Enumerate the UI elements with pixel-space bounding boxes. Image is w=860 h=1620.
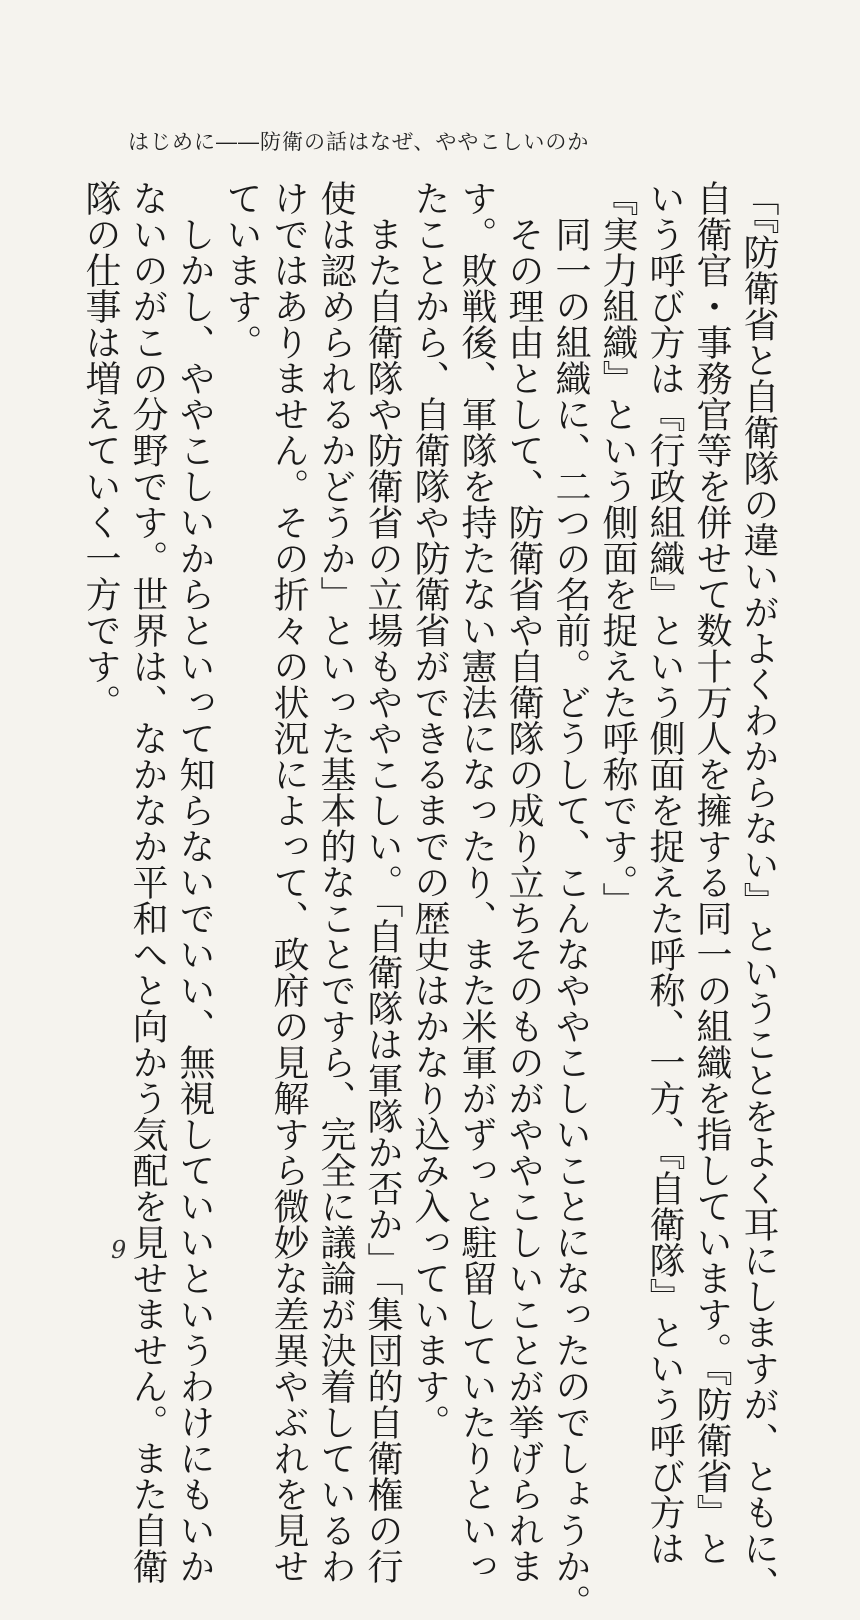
text-line: たことから、自衛隊や防衛省ができるまでの歴史はかなり込み入っています。 (409, 180, 450, 1440)
page-number: 9 (111, 1236, 127, 1264)
text-line: その理由として、防衛省や自衛隊の成り立ちそのものがややこしいことが挙げられま (503, 180, 544, 1584)
text-line: しかし、ややこしいからといって知らないでいい、無視していいというわけにもいか (174, 180, 215, 1584)
text-line: いう呼び方は『行政組織』という側面を捉えた呼称、一方、『自衛隊』という呼び方は (644, 180, 685, 1566)
text-line: ています。 (221, 180, 262, 360)
text-line: 『実力組織』という側面を捉えた呼称です。」 (597, 180, 638, 918)
text-line: また自衛隊や防衛省の立場もややこしい。「自衛隊は軍隊か否か」「集団的自衛権の行 (362, 180, 403, 1584)
text-line: 使は認められるかどうか」といった基本的なことですら、完全に議論が決着しているわ (315, 180, 356, 1584)
text-line: 自衛官・事務官等を併せて数十万人を擁する同一の組織を指しています。『防衛省』と (691, 180, 732, 1566)
text-line: 同一の組織に、二つの名前。どうして、こんなややこしいことになったのでしょうか。 (550, 180, 591, 1620)
text-line: 「『防衛省と自衛隊の違いがよくわからない』ということをよく耳にしますが、ともに、 (738, 180, 779, 1602)
text-line: ないのがこの分野です。世界は、なかなか平和へと向かう気配を見せません。また自衛 (127, 180, 168, 1584)
text-line: 隊の仕事は増えていく一方です。 (80, 180, 121, 720)
running-head: はじめに――防衛の話はなぜ、ややこしいのか (128, 130, 590, 154)
text-line: けではありません。その折々の状況によって、政府の見解すら微妙な差異やぶれを見せ (268, 180, 309, 1584)
body-text (77, 180, 782, 1620)
text-line: す。敗戦後、軍隊を持たない憲法になったり、また米軍がずっと駐留していたりといっ (456, 180, 497, 1584)
